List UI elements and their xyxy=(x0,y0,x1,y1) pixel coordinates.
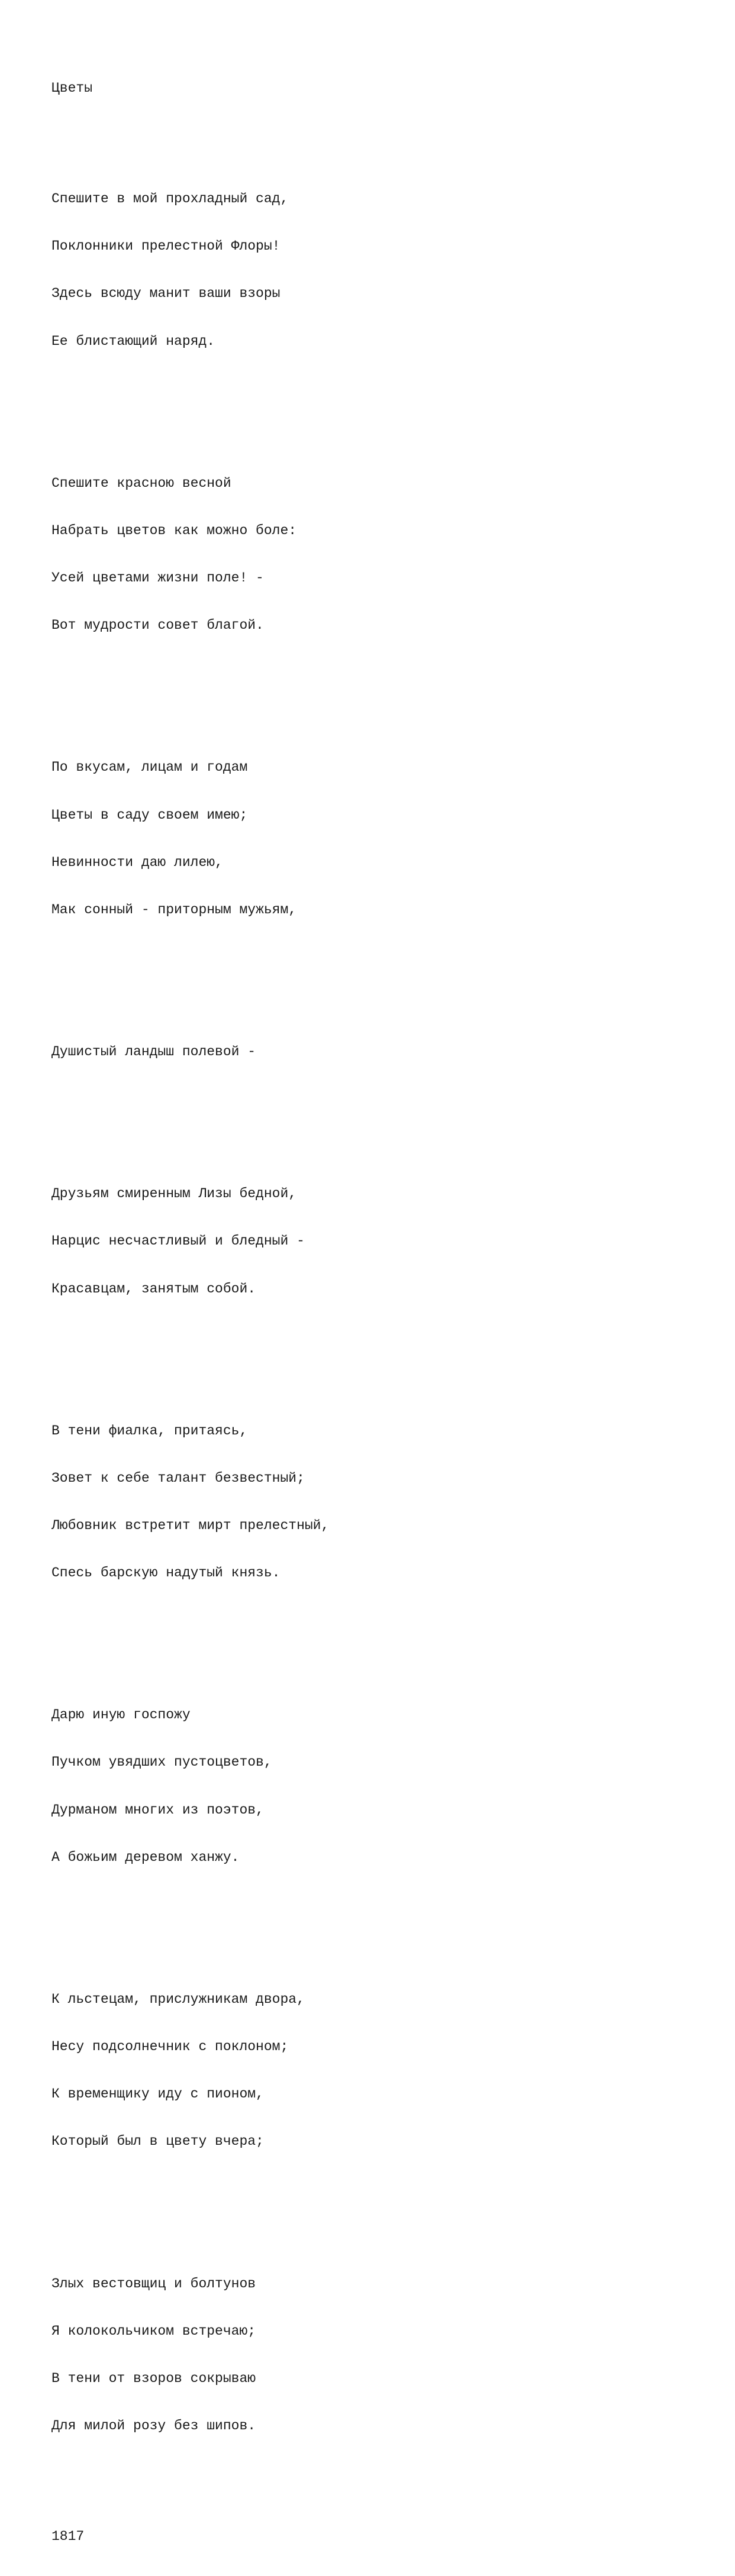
verse-line: Я колокольчиком встречаю; xyxy=(51,2323,256,2339)
verse-line: Усей цветами жизни поле! - xyxy=(51,570,264,586)
verse-line: Цветы в саду своем имею; xyxy=(51,807,248,823)
verse-line: Дурманом многих из поэтов, xyxy=(51,1802,264,1818)
verse-line: А божьим деревом ханжу. xyxy=(51,1849,240,1865)
verse-line: Вот мудрости совет благой. xyxy=(51,618,264,634)
verse-line: По вкусам, лицам и годам xyxy=(51,759,248,775)
stanza-8 xyxy=(51,1960,329,2181)
verse-line: Красавцам, занятым собой. xyxy=(51,1281,256,1297)
verse-line: Невинности даю лилею, xyxy=(51,854,223,870)
verse-line: В тени от взоров сокрываю xyxy=(51,2370,256,2386)
stanza-4 xyxy=(51,1013,329,1092)
verse-line: Набрать цветов как можно боле: xyxy=(51,522,297,538)
stanza-5 xyxy=(51,1155,329,1329)
verse-line: Спешите в мой прохладный сад, xyxy=(51,191,289,207)
verse-line: Здесь всюду манит ваши взоры xyxy=(51,286,281,302)
stanza-7 xyxy=(51,1676,329,1897)
verse-line: Несу подсолнечник с поклоном; xyxy=(51,2039,289,2055)
verse-line: Зовет к себе талант безвестный; xyxy=(51,1470,305,1486)
verse-line: Друзьям смиренным Лизы бедной, xyxy=(51,1186,297,1202)
verse-line: Мак сонный - приторным мужьям, xyxy=(51,901,297,917)
verse-line: Для милой розу без шипов. xyxy=(51,2417,256,2433)
verse-line: К льстецам, прислужникам двора, xyxy=(51,1991,305,2007)
verse-line: Спесь барскую надутый князь. xyxy=(51,1565,281,1581)
stanza-6 xyxy=(51,1391,329,1612)
verse-line: Душистый ландыш полевой - xyxy=(51,1044,256,1060)
stanza-3 xyxy=(51,728,329,949)
stanza-1 xyxy=(51,160,329,381)
verse-line: Нарцис несчастливый и бледный - xyxy=(51,1233,305,1249)
verse-line: К временщику иду с пионом, xyxy=(51,2086,264,2102)
poem-title: Цветы xyxy=(51,80,93,96)
verse-line: Дарю иную госпожу xyxy=(51,1707,191,1723)
poem-text xyxy=(51,49,329,2576)
stanza-2 xyxy=(51,444,329,665)
poem-year: 1817 xyxy=(51,2528,85,2544)
verse-line: Ее блистающий наряд. xyxy=(51,333,215,349)
verse-line: Любовник встретит мирт прелестный, xyxy=(51,1518,330,1533)
verse-line: Который был в цвету вчера; xyxy=(51,2134,264,2150)
stanza-9 xyxy=(51,2244,329,2465)
verse-line: Пучком увядших пустоцветов, xyxy=(51,1754,272,1770)
verse-line: Спешите красною весной xyxy=(51,475,231,491)
verse-line: В тени фиалка, притаясь, xyxy=(51,1423,248,1439)
verse-line: Поклонники прелестной Флоры! xyxy=(51,238,281,254)
verse-line: Злых вестовщиц и болтунов xyxy=(51,2276,256,2291)
